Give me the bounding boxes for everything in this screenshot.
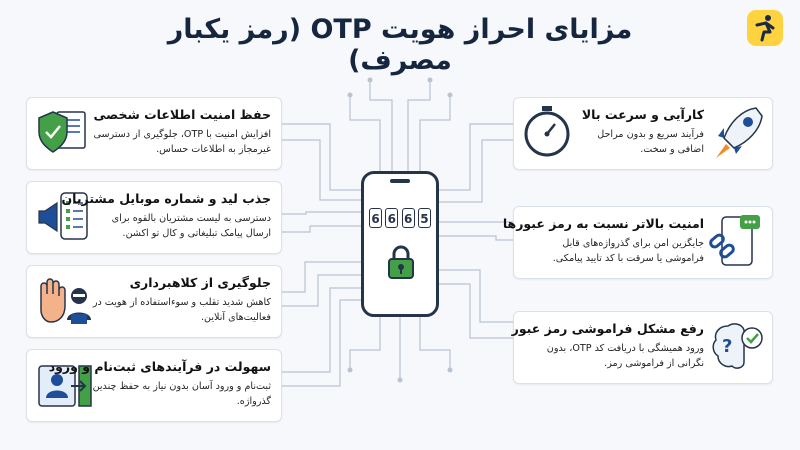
- card-description: افزایش امنیت با OTP، جلوگیری از دسترسی غیرمجاز به اطلاعات حساس.: [93, 129, 271, 155]
- otp-digit: 6: [385, 208, 398, 228]
- page-title: مزایای احراز هویت OTP (رمز یکبار مصرف): [167, 14, 633, 76]
- shield-check-document-icon: [35, 108, 89, 164]
- card-title: حفظ امنیت اطلاعات شخصی: [93, 107, 271, 122]
- benefit-card-personal-data: [26, 97, 282, 170]
- benefit-card-easy-signup: [26, 349, 282, 422]
- hand-stop-hacker-icon: [35, 276, 95, 332]
- benefit-card-password-security: [502, 206, 773, 279]
- phone-broken-link-icon: [706, 213, 764, 275]
- card-title: جلوگیری از کلاهبرداری: [129, 275, 271, 290]
- rocket-icon: [712, 104, 764, 166]
- card-description: کاهش شدید تقلب و سوءاستفاده از هویت در فعالیت‌های آنلاین.: [92, 297, 271, 323]
- padlock-icon: [386, 244, 416, 280]
- card-description: ورود همیشگی با دریافت کد OTP، بدون نگرانی از فراموشی رمز.: [546, 343, 704, 369]
- benefit-card-speed: [513, 97, 773, 170]
- otp-digit: 5: [418, 208, 431, 228]
- card-title: جذب لید و شماره موبایل مشتریان: [61, 191, 271, 206]
- card-title: امنیت بالاتر نسبت به رمز عبورها: [502, 216, 704, 231]
- benefit-card-fraud-prevention: [26, 265, 282, 338]
- svg-text:?: ?: [722, 336, 733, 357]
- benefit-card-forgot-password: [513, 311, 773, 384]
- otp-phone: [361, 171, 439, 317]
- card-description: جایگزین امن برای گذرواژه‌های قابل فراموشی یا سرقت با کد تایید پیامکی.: [552, 238, 704, 264]
- phone-notch: [390, 179, 410, 183]
- otp-code-display: [369, 208, 431, 230]
- card-description: دسترسی به لیست مشتریان بالقوه برای ارسال پیامک تبلیغاتی و کال تو اکشن.: [111, 213, 271, 239]
- card-title: سهولت در فرآیندهای ثبت‌نام و ورود: [48, 359, 271, 374]
- otp-digit: 6: [402, 208, 415, 228]
- brain-question-check-icon: [708, 318, 766, 380]
- benefit-card-lead-capture: [26, 181, 282, 254]
- card-title: کارآیی و سرعت بالا: [581, 107, 704, 122]
- otp-digit: 6: [369, 208, 382, 228]
- card-title: رفع مشکل فراموشی رمز عبور: [511, 321, 704, 336]
- card-description: فرآیند سریع و بدون مراحل اضافی و سخت.: [597, 129, 704, 155]
- card-description: ثبت‌نام و ورود آسان بدون نیاز به حفظ چندین گذرواژه.: [92, 381, 271, 407]
